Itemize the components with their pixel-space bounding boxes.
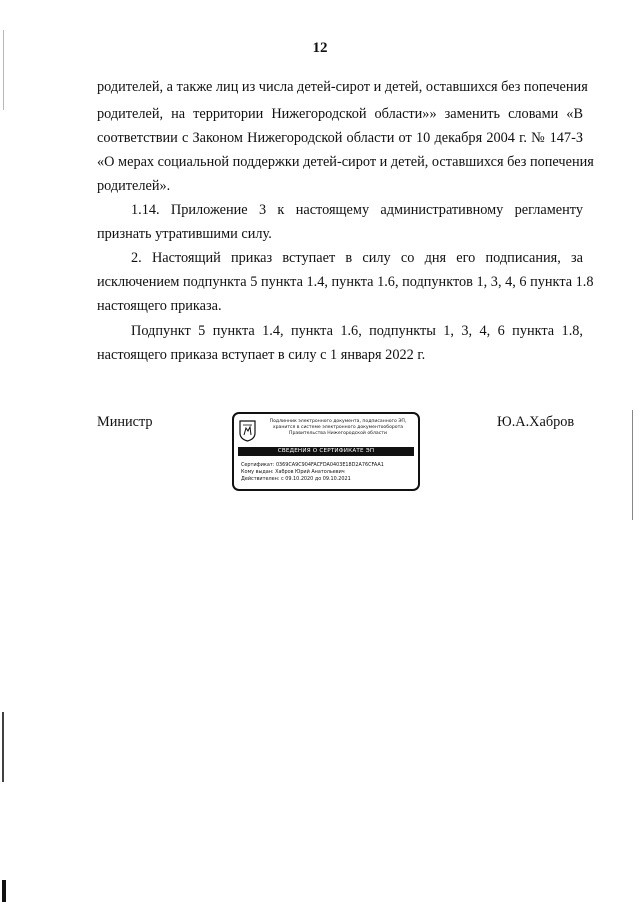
body-line-11: Подпункт 5 пункта 1.4, пункта 1.6, подпункты 1, 3, 4, 6 пункта 1.8, <box>131 323 583 339</box>
body-line-12: настоящего приказа вступает в силу с 1 января 2022 г. <box>97 347 426 363</box>
electronic-signature-stamp <box>232 412 420 491</box>
body-line-9: исключением подпункта 5 пункта 1.4, пункта 1.6, подпунктов 1, 3, 4, 6 пункта 1.8 <box>97 274 594 290</box>
owner-label: Кому выдан: <box>241 469 274 475</box>
scan-edge-mark <box>632 410 633 520</box>
page-number: 12 <box>312 40 328 56</box>
stamp-header-line-3: Правительства Нижегородской области <box>289 431 387 437</box>
body-line-2: родителей, на территории Нижегородской области»» заменить словами «В <box>97 106 583 122</box>
stamp-header <box>258 419 418 438</box>
stamp-header-line-2: хранится в системе электронного документооборота <box>272 425 404 431</box>
body-line-4: «О мерах социальной поддержки детей-сирот и детей, оставшихся без попечения <box>97 154 594 170</box>
scan-edge-mark <box>3 30 4 110</box>
owner-value: Хабров Юрий Анатольевич <box>275 469 345 475</box>
body-line-10: настоящего приказа. <box>97 298 222 314</box>
coat-of-arms-icon <box>239 420 256 442</box>
body-line-3: соответствии с Законом Нижегородской области от 10 декабря 2004 г. № 147-З <box>97 130 583 146</box>
body-line-8: 2. Настоящий приказ вступает в силу со дня его подписания, за <box>131 250 583 266</box>
body-line-5: родителей». <box>97 178 171 194</box>
scan-edge-mark <box>2 712 4 782</box>
certificate-label: Сертификат: <box>241 462 275 468</box>
signer-name: Ю.А.Хабров <box>497 414 575 430</box>
body-line-1: родителей, а также лиц из числа детей-сирот и детей, оставшихся без попечения <box>97 79 588 95</box>
body-line-6: 1.14. Приложение 3 к настоящему административному регламенту <box>131 202 583 218</box>
stamp-owner-row <box>241 469 345 475</box>
body-line-7: признать утратившими силу. <box>97 226 272 242</box>
stamp-header-line-1: Подлинник электронного документа, подписанного ЭП, <box>269 419 407 424</box>
stamp-validity-row <box>241 476 351 482</box>
stamp-certificate-row <box>241 462 384 468</box>
scan-edge-mark <box>2 880 6 902</box>
stamp-title-bar: СВЕДЕНИЯ О СЕРТИФИКАТЕ ЭП <box>238 447 414 456</box>
certificate-value: 0369CA9C904FACFDA0403E18D2A76CFAA1 <box>275 462 384 468</box>
valid-value: с 09.10.2020 до 09.10.2021 <box>281 476 351 482</box>
valid-label: Действителен: <box>241 476 280 482</box>
signer-role: Министр <box>97 414 153 430</box>
